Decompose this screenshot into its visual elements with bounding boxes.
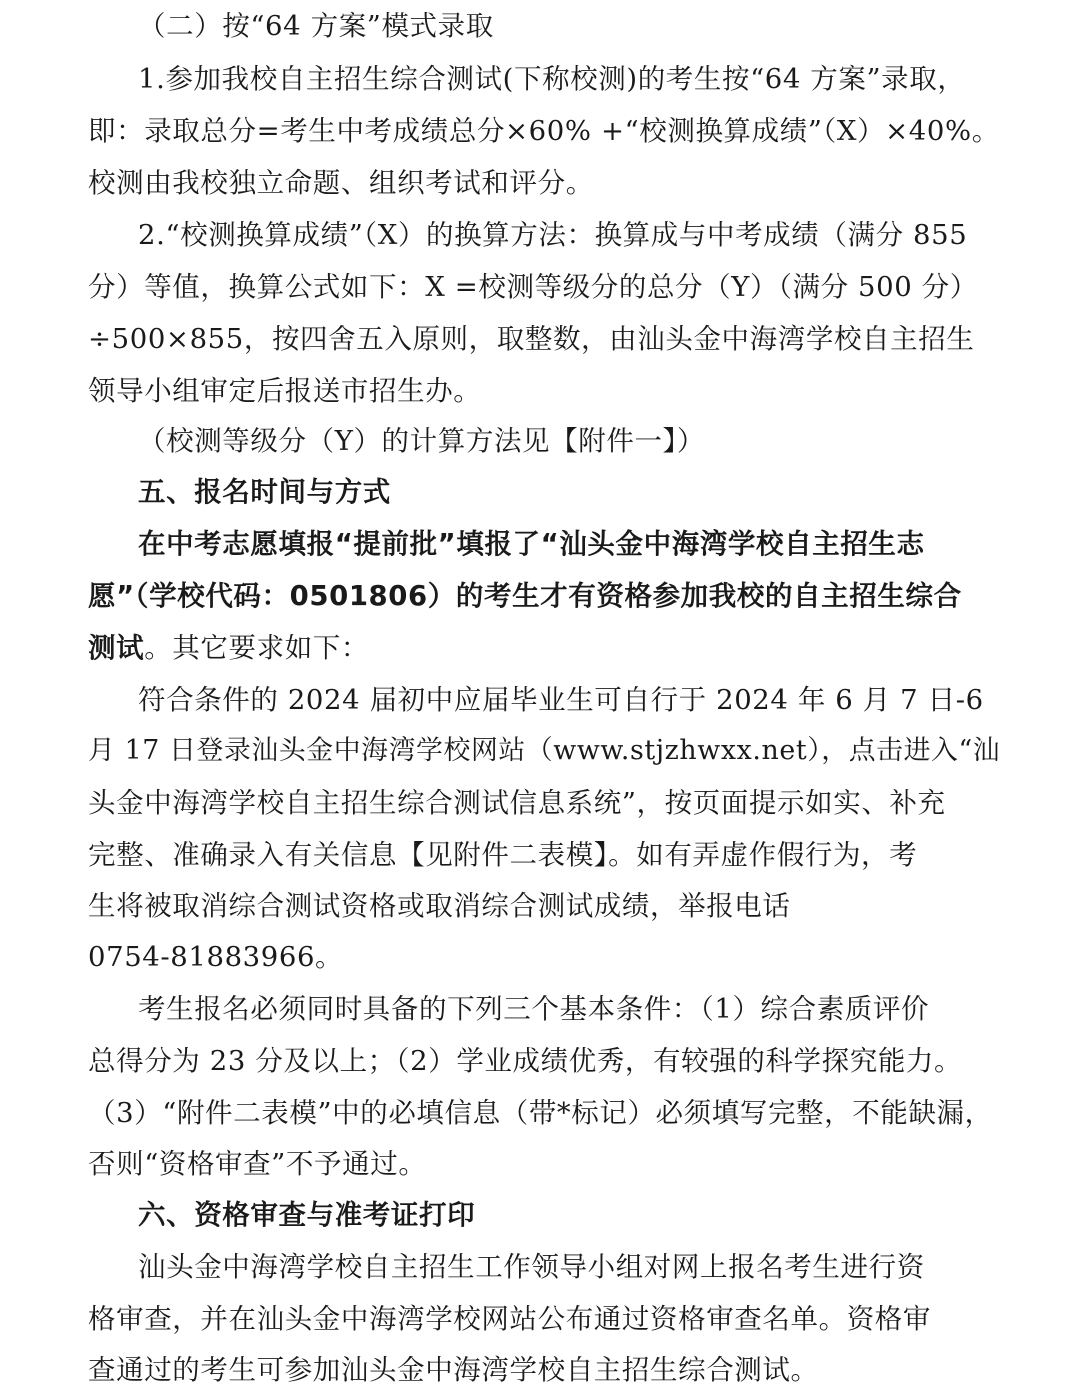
section-5-para-2-line-1: 考生报名必须同时具备的下列三个基本条件：（1）综合素质评价 bbox=[138, 993, 930, 1025]
section-5-para-2-line-3: （3）“附件二表模”中的必填信息（带*标记）必须填写完整，不能缺漏， bbox=[88, 1097, 993, 1129]
item-1-line-3: 校测由我校独立命题、组织考试和评分。 bbox=[88, 167, 594, 199]
other-requirements-text: 。其它要求如下： bbox=[144, 632, 370, 664]
section-5-para-1-line-5: 生将被取消综合测试资格或取消综合测试成绩，举报电话 bbox=[88, 890, 791, 922]
item-2-line-3: ÷500×855，按四舍五入原则，取整数，由汕头金中海湾学校自主招生 bbox=[88, 323, 975, 355]
report-phone-number: 0754-81883966。 bbox=[88, 941, 344, 973]
section-5-bold-line-3 bbox=[0, 628, 1080, 668]
item-2-line-1: 2.“校测换算成绩”（X）的换算方法：换算成与中考成绩（满分 855 bbox=[138, 219, 968, 251]
section-5-bold-line-2: 愿”（学校代码：0501806）的考生才有资格参加我校的自主招生综合 bbox=[88, 580, 962, 612]
section-6-para-line-2: 格审查，并在汕头金中海湾学校网站公布通过资格审查名单。资格审 bbox=[88, 1303, 931, 1335]
section-5-para-1-line-1: 符合条件的 2024 届初中应届毕业生可自行于 2024 年 6 月 7 日-6 bbox=[138, 684, 984, 716]
section-6-heading: 六、资格审查与准考证打印 bbox=[138, 1199, 476, 1231]
section-5-para-1-line-2: 月 17 日登录汕头金中海湾学校网站（www.stjzhwxx.net），点击进入“汕 bbox=[88, 735, 1001, 766]
section-5-para-1-line-3: 头金中海湾学校自主招生综合测试信息系统”，按页面提示如实、补充 bbox=[88, 787, 946, 819]
section-5-heading: 五、报名时间与方式 bbox=[138, 476, 391, 508]
section-5-bold-line-1: 在中考志愿填报“提前批”填报了“汕头金中海湾学校自主招生志 bbox=[138, 528, 925, 560]
item-2-line-4: 领导小组审定后报送市招生办。 bbox=[88, 375, 482, 407]
section-5-para-2-line-4: 否则“资格审查”不予通过。 bbox=[88, 1148, 427, 1180]
note-y-calculation: （校测等级分（Y）的计算方法见【附件一】） bbox=[138, 425, 706, 457]
section-2-heading: （二）按“64 方案”模式录取 bbox=[138, 10, 494, 42]
item-2-line-2: 分）等值，换算公式如下：X =校测等级分的总分（Y）（满分 500 分） bbox=[88, 271, 978, 303]
section-6-para-line-1: 汕头金中海湾学校自主招生工作领导小组对网上报名考生进行资 bbox=[138, 1251, 925, 1283]
bold-text-test: 测试 bbox=[88, 632, 145, 664]
section-5-para-1-line-4: 完整、准确录入有关信息【见附件二表模】。如有弄虚作假行为，考 bbox=[88, 839, 918, 871]
item-1-line-2: 即：录取总分=考生中考成绩总分×60% +“校测换算成绩”（X）×40%。 bbox=[88, 115, 1000, 147]
section-5-para-2-line-2: 总得分为 23 分及以上；（2）学业成绩优秀，有较强的科学探究能力。 bbox=[88, 1045, 963, 1077]
section-6-para-line-3: 查通过的考生可参加汕头金中海湾学校自主招生综合测试。 bbox=[88, 1354, 819, 1386]
item-1-line-1: 1.参加我校自主招生综合测试(下称校测)的考生按“64 方案”录取， bbox=[138, 63, 966, 95]
